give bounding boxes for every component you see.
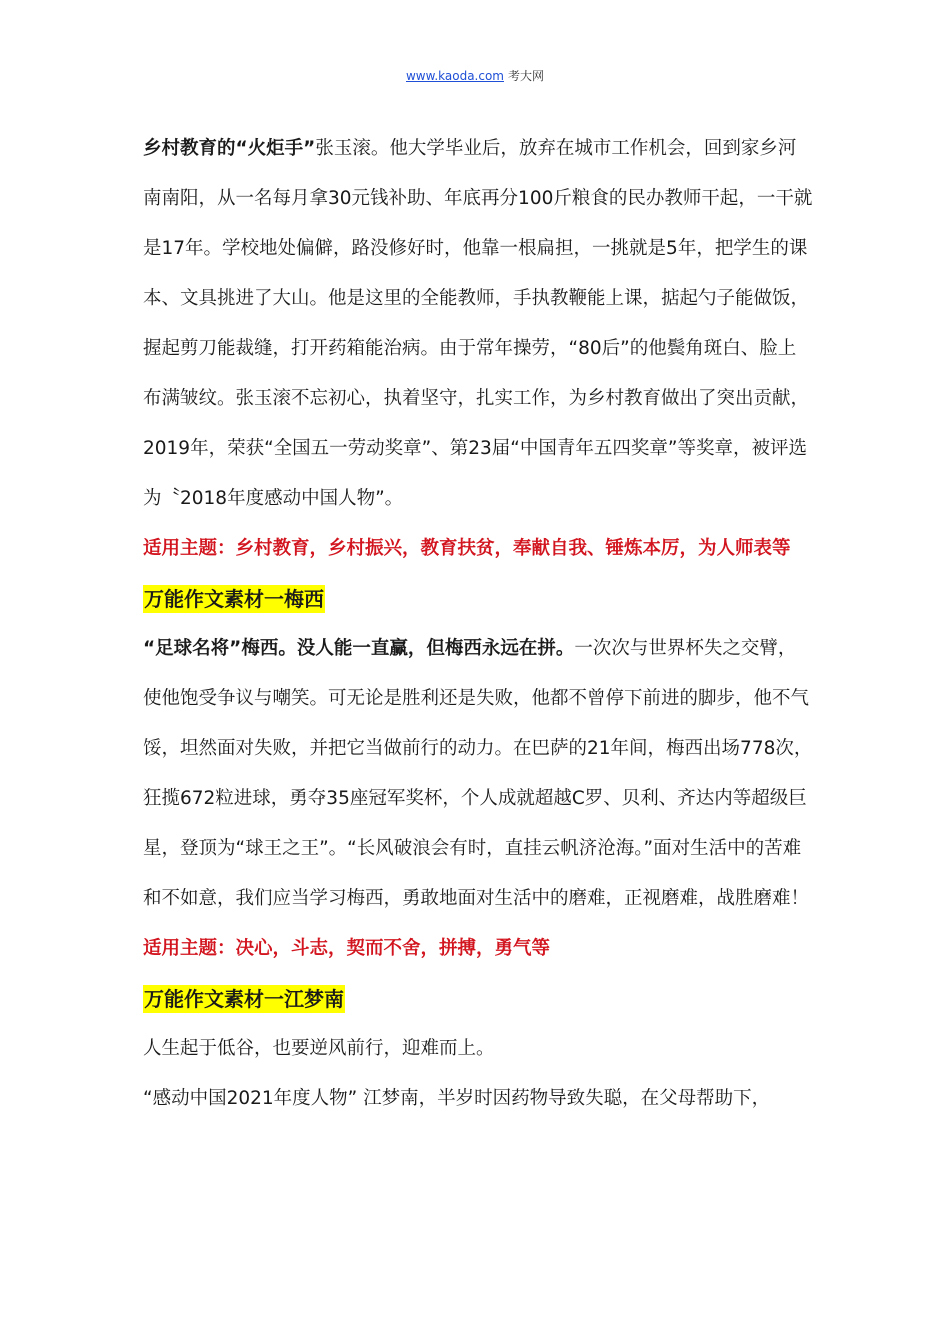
zhang-lead: 乡村教育的“火炬手” xyxy=(143,138,316,159)
site-name: 考大网 xyxy=(508,69,545,83)
jiang-line-1: 人生起于低谷，也要逆风前行，迎难而上。 xyxy=(143,1038,495,1059)
zhang-theme: 适用主题：乡村教育，乡村振兴，教育扶贫，奉献自我、锤炼本厉，为人师表等 xyxy=(143,538,791,559)
jiang-line-2: “感动中国2021年度人物” 江梦南，半岁时因药物导致失聪，在父母帮助下， xyxy=(143,1088,771,1109)
messi-paragraph xyxy=(143,624,813,924)
site-url-link[interactable]: www.kaoda.com xyxy=(405,69,504,83)
messi-lead: “足球名将”梅西。没人能一直赢，但梅西永远在拼。 xyxy=(143,638,575,659)
messi-heading: 万能作文素材一梅西 xyxy=(144,587,324,611)
messi-body: 一次次与世界杯失之交臂，使他饱受争议与嘲笑。可无论是胜利还是失败，他都不曾停下前进的脚步，他不气馁，坦然面对失败，并把它当做前行的动力。在巴萨的21年间，梅西出场778次，狂揽672粒进球，勇夺35座冠军奖杯，个人成就超越C罗、贝利、齐达内等超级巨星，登顶为“球王之王”。“长风破浪会有时，直挂云帆济沧海。”面对生活中的苦难和不如意，我们应当学习梅西，勇敢地面对生活中的磨难，正视磨难，战胜磨难！ xyxy=(143,638,813,909)
zhang-body: 张玉滚。他大学毕业后，放弃在城市工作机会，回到家乡河南南阳，从一名每月拿30元钱补助、年底再分100斤粮食的民办教师干起，一干就是17年。学校地处偏僻，路没修好时，他靠一根扁担，一挑就是5年，把学生的课本、文具挑进了大山。他是这里的全能教师，手执教鞭能上课，掂起勺子能做饭，握起剪刀能裁缝，打开药箱能治病。由于常年操劳，“80后”的他鬓角斑白、脸上布满皱纹。张玉滚不忘初心，执着坚守，扎实工作，为乡村教育做出了突出贡献，2019年，荣获“全国五一劳动奖章”、第23届“中国青年五四奖章”等奖章，被评选为〝2018年度感动中国人物”。 xyxy=(143,138,813,509)
document-body xyxy=(143,124,813,1124)
page-header xyxy=(0,66,950,86)
zhang-paragraph xyxy=(143,124,813,524)
messi-theme: 适用主题：决心，斗志，契而不舍，拼搏，勇气等 xyxy=(143,938,551,959)
jiang-heading: 万能作文素材一江梦南 xyxy=(144,987,344,1011)
